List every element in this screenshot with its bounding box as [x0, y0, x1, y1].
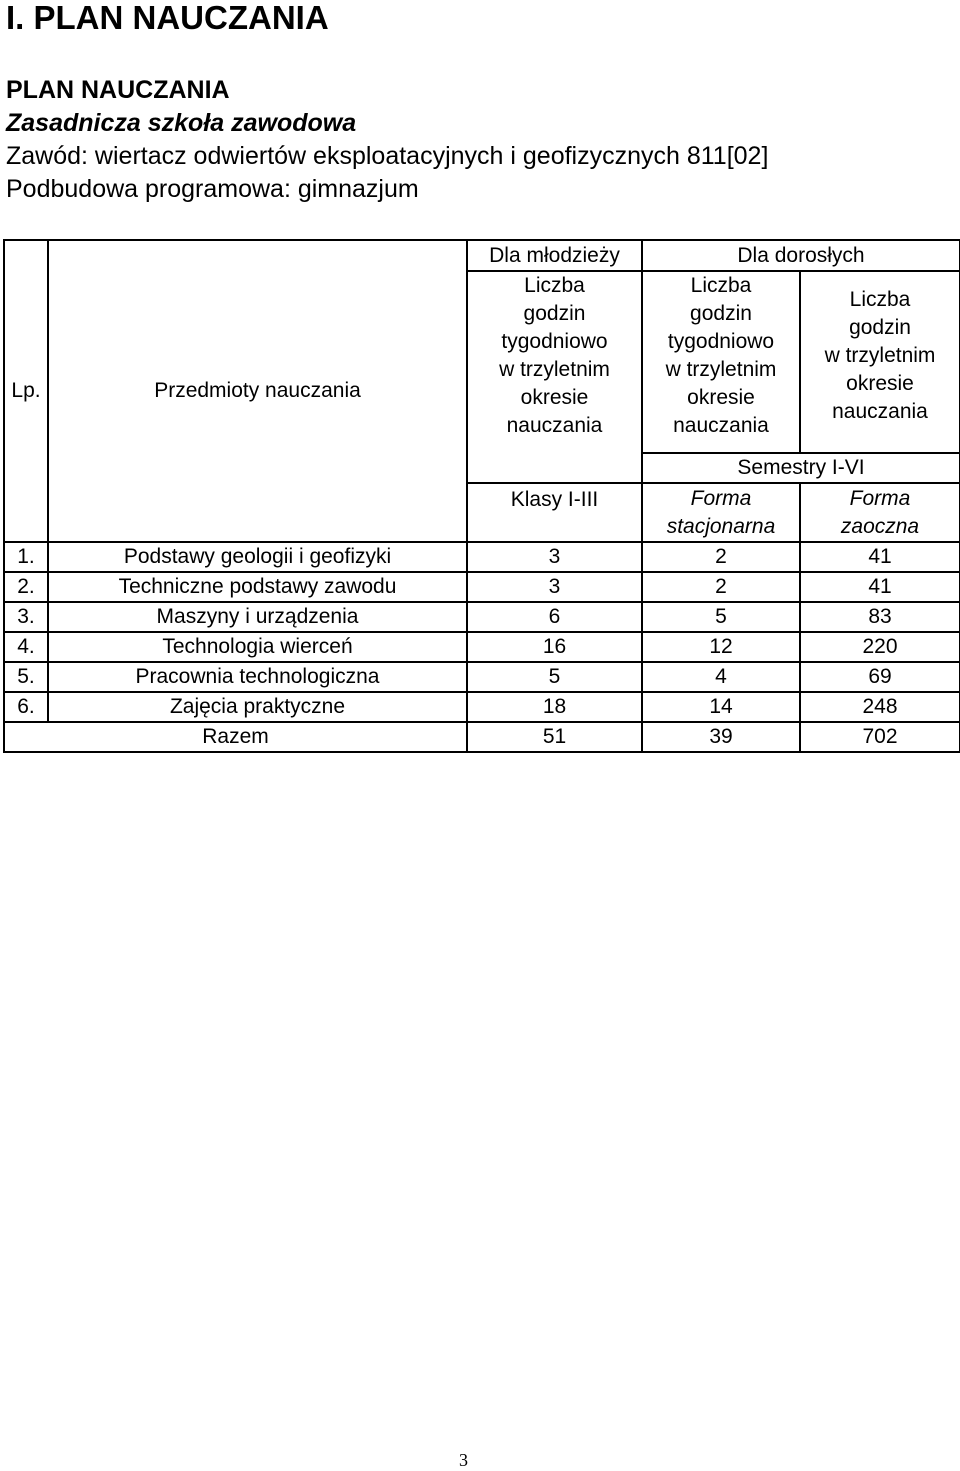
- row-lp: 3.: [4, 602, 48, 632]
- lp-header: Lp.: [4, 240, 48, 542]
- row-lp: 6.: [4, 692, 48, 722]
- row-youth-hours: 6: [467, 602, 642, 632]
- youth-group-header: Dla młodzieży: [467, 240, 642, 271]
- row-youth-hours: 5: [467, 662, 642, 692]
- row-youth-hours: 16: [467, 632, 642, 662]
- subjects-header: Przedmioty nauczania: [48, 240, 467, 542]
- row-subject: Pracownia technologiczna: [48, 662, 467, 692]
- youth-hours-header: [467, 271, 642, 483]
- table-row: [4, 602, 960, 632]
- header-row-groups: [4, 240, 960, 271]
- row-extramural-hours: 41: [800, 542, 960, 572]
- table-row: [4, 692, 960, 722]
- foundation-line: Podbudowa programowa: gimnazjum: [6, 175, 419, 203]
- row-extramural-hours: 41: [800, 572, 960, 602]
- form-stationary-header: [642, 483, 800, 542]
- row-lp: 2.: [4, 572, 48, 602]
- profession-line: Zawód: wiertacz odwiertów eksploatacyjnych i geofizycznych 811[02]: [6, 142, 769, 170]
- school-type: Zasadnicza szkoła zawodowa: [6, 109, 357, 137]
- total-youth-hours: 51: [467, 722, 642, 752]
- total-extramural-hours: 702: [800, 722, 960, 752]
- row-extramural-hours: 83: [800, 602, 960, 632]
- total-label: Razem: [4, 722, 467, 752]
- page-number: 3: [459, 1450, 468, 1470]
- table-row: [4, 662, 960, 692]
- row-youth-hours: 18: [467, 692, 642, 722]
- row-subject: Technologia wierceń: [48, 632, 467, 662]
- adults-group-header: Dla dorosłych: [642, 240, 960, 271]
- row-subject: Techniczne podstawy zawodu: [48, 572, 467, 602]
- row-youth-hours: 3: [467, 542, 642, 572]
- row-extramural-hours: 248: [800, 692, 960, 722]
- table-row: [4, 572, 960, 602]
- teaching-plan-table: [3, 239, 960, 753]
- row-subject: Maszyny i urządzenia: [48, 602, 467, 632]
- adults-total-hours-header: [800, 271, 960, 453]
- form-stationary-text: Forma stacjonarna: [666, 486, 776, 538]
- row-stationary-hours: 4: [642, 662, 800, 692]
- row-lp: 1.: [4, 542, 48, 572]
- form-extramural-text: Forma zaoczna: [840, 486, 920, 538]
- row-extramural-hours: 69: [800, 662, 960, 692]
- youth-hours-text: Liczba godzin tygodniowo w trzyletnim okresie nauczania: [499, 274, 610, 437]
- row-lp: 4.: [4, 632, 48, 662]
- adults-weekly-hours-text: Liczba godzin tygodniowo w trzyletnim okresie nauczania: [665, 274, 777, 437]
- adults-total-hours-text: Liczba godzin w trzyletnim okresie nauczania: [824, 288, 936, 423]
- row-stationary-hours: 5: [642, 602, 800, 632]
- adults-weekly-hours-header: [642, 271, 800, 453]
- row-subject: Podstawy geologii i geofizyki: [48, 542, 467, 572]
- row-extramural-hours: 220: [800, 632, 960, 662]
- chapter-title: I. PLAN NAUCZANIA: [6, 0, 329, 36]
- row-stationary-hours: 14: [642, 692, 800, 722]
- total-stationary-hours: 39: [642, 722, 800, 752]
- form-extramural-header: [800, 483, 960, 542]
- document-header: [6, 74, 956, 206]
- classes-header: Klasy I-III: [467, 483, 642, 542]
- row-lp: 5.: [4, 662, 48, 692]
- plan-title: PLAN NAUCZANIA: [6, 76, 230, 104]
- semesters-header: Semestry I-VI: [642, 453, 960, 483]
- table-row: [4, 542, 960, 572]
- row-stationary-hours: 2: [642, 572, 800, 602]
- row-stationary-hours: 2: [642, 542, 800, 572]
- total-row: [4, 722, 960, 752]
- row-stationary-hours: 12: [642, 632, 800, 662]
- row-subject: Zajęcia praktyczne: [48, 692, 467, 722]
- table-row: [4, 632, 960, 662]
- row-youth-hours: 3: [467, 572, 642, 602]
